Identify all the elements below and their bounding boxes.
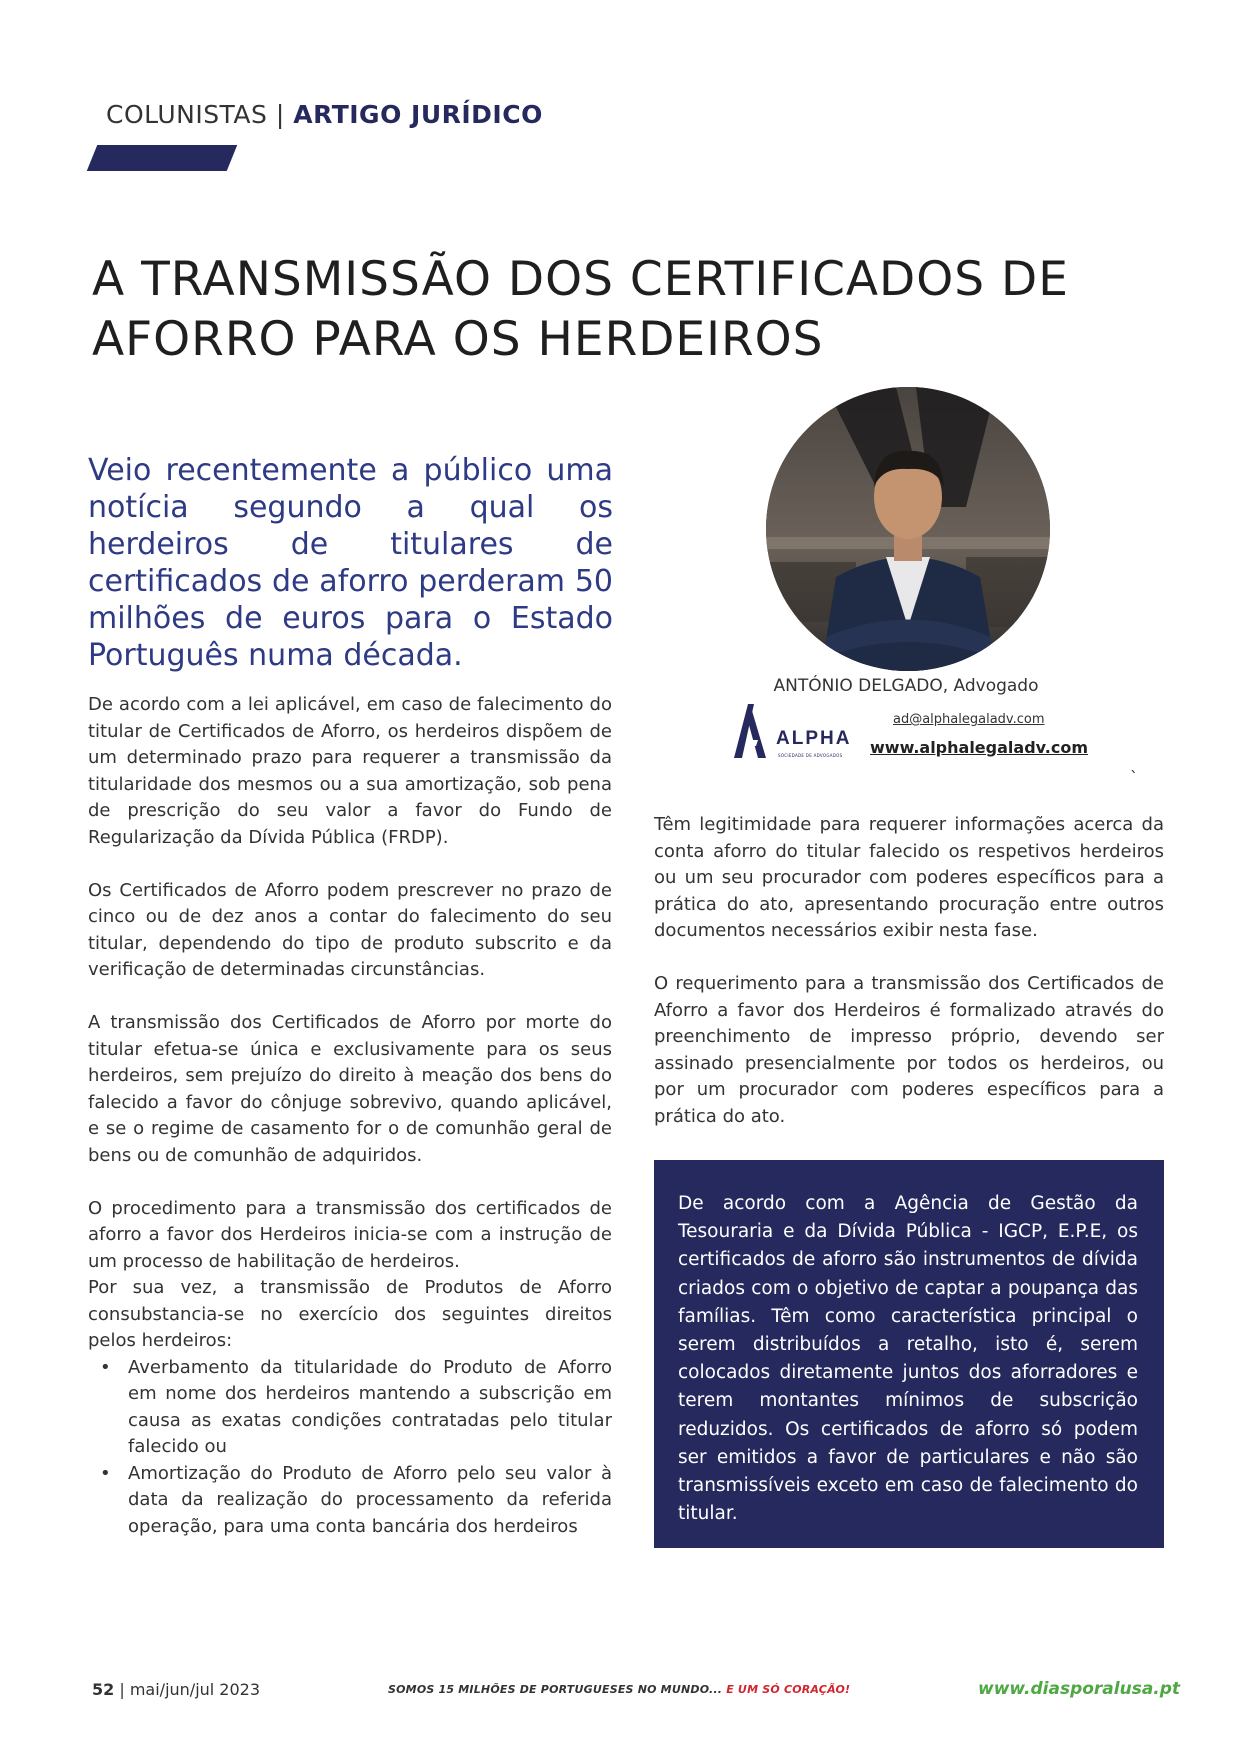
body-paragraph: De acordo com a lei aplicável, em caso de falecimento do titular de Certificados de Aforro, os herdeiros dispõem de um determinado prazo para requerer a transmissão da titularidade dos mesmos ou a sua amortização, sob pena de prescrição do seu valor a favor do Fundo de Regularização da Dívida Pública (FRDP). (88, 694, 612, 848)
section-separator: | (275, 100, 285, 129)
author-email-link[interactable]: ad@alphalegaladv.com (893, 712, 1045, 727)
category-label: ARTIGO JURÍDICO (293, 100, 543, 129)
stray-mark: ` (1130, 768, 1138, 787)
header-accent-bar (87, 145, 238, 171)
body-paragraph: O requerimento para a transmissão dos Certificados de Aforro a favor dos Herdeiros é formalizado através do preenchimento de impresso próprio, devendo ser assinado presencialmente por todos os herdeiros, ou por um procurador com poderes específicos para a prática do ato. (654, 973, 1164, 1127)
issue-date: mai/jun/jul 2023 (129, 1680, 261, 1699)
author-portrait (766, 387, 1050, 671)
slogan-part-1: SOMOS 15 MILHÕES DE PORTUGUESES NO MUNDO... (388, 1683, 723, 1696)
body-paragraph: A transmissão dos Certificados de Aforro por morte do titular efetua-se única e exclusivamente para os seus herdeiros, sem prejuízo do direito à meação dos bens do falecido a favor do cônjuge sobrevivo, quando aplicável, e se o regime de casamento for o de comunhão geral de bens ou de comunhão de adquiridos. (88, 1012, 612, 1166)
body-paragraph: Os Certificados de Aforro podem prescrever no prazo de cinco ou de dez anos a contar do falecimento do seu titular, dependendo do tipo de produto subscrito e da verificação de determinadas circunstâncias. (88, 879, 612, 980)
right-column (654, 812, 1164, 1157)
footer-separator: | (119, 1680, 125, 1699)
rights-list (88, 1355, 612, 1541)
body-paragraph: O procedimento para a transmissão dos certificados de aforro a favor dos Herdeiros inicia-se com a instrução de um processo de habilitação de herdeiros. (88, 1197, 612, 1272)
alpha-logo (730, 700, 860, 766)
footer-page-info (92, 1680, 260, 1699)
alpha-logo-text: ALPHA (776, 728, 852, 749)
alpha-logo-tagline: SOCIEDADE DE ADVOGADOS (778, 753, 843, 758)
author-website-link[interactable]: www.alphalegaladv.com (870, 738, 1088, 757)
slogan-part-2: E UM SÓ CORAÇÃO! (726, 1683, 851, 1696)
list-item: • Amortização do Produto de Aforro pelo seu valor à data da realização do processamento da referida operação, para uma conta bancária dos herdeiros (88, 1461, 612, 1541)
page-number: 52 (92, 1680, 115, 1699)
article-title-line-1: A TRANSMISSÃO DOS CERTIFICADOS DE (92, 252, 1069, 307)
body-paragraph: Têm legitimidade para requerer informações acerca da conta aforro do titular falecido os respetivos herdeiros ou um seu procurador com poderes específicos para a prática do ato, apresentando procuração entre outros documentos necessários exibir nesta fase. (654, 814, 1164, 941)
article-title-line-2: AFORRO PARA OS HERDEIROS (92, 312, 824, 367)
info-box (654, 1160, 1164, 1548)
article-lead: Veio recentemente a público uma notícia segundo a qual os herdeiros de titulares de certificados de aforro perderam 50 milhões de euros para o Estado Português numa década. (88, 453, 613, 673)
author-name: ANTÓNIO DELGADO, Advogado (773, 676, 1039, 696)
section-label: COLUNISTAS (106, 100, 268, 129)
footer-site-link[interactable]: www.diasporalusa.pt (978, 1679, 1181, 1699)
footer-slogan (388, 1683, 850, 1696)
body-paragraph: Por sua vez, a transmissão de Produtos de Aforro consubstancia-se no exercício dos seguintes direitos pelos herdeiros: (88, 1277, 612, 1351)
section-header (106, 100, 543, 129)
info-box-text: De acordo com a Agência de Gestão da Tesouraria e da Dívida Pública - IGCP, E.P.E, os certificados de aforro são instrumentos de dívida criados com o objetivo de captar a poupança das famílias. Têm como característica principal o serem distribuídos a retalho, isto é, serem colocados diretamente juntos dos aforradores e terem montantes mínimos de subscrição reduzidos. Os certificados de aforro só podem ser emitidos a favor de particulares e não são transmissíveis exceto em caso de falecimento do titular. (678, 1193, 1138, 1525)
article-title (92, 250, 1152, 370)
list-item: • Averbamento da titularidade do Produto de Aforro em nome dos herdeiros mantendo a subscrição em causa as exatas condições contratadas pelo titular falecido ou (88, 1355, 612, 1461)
left-column (88, 692, 612, 1540)
